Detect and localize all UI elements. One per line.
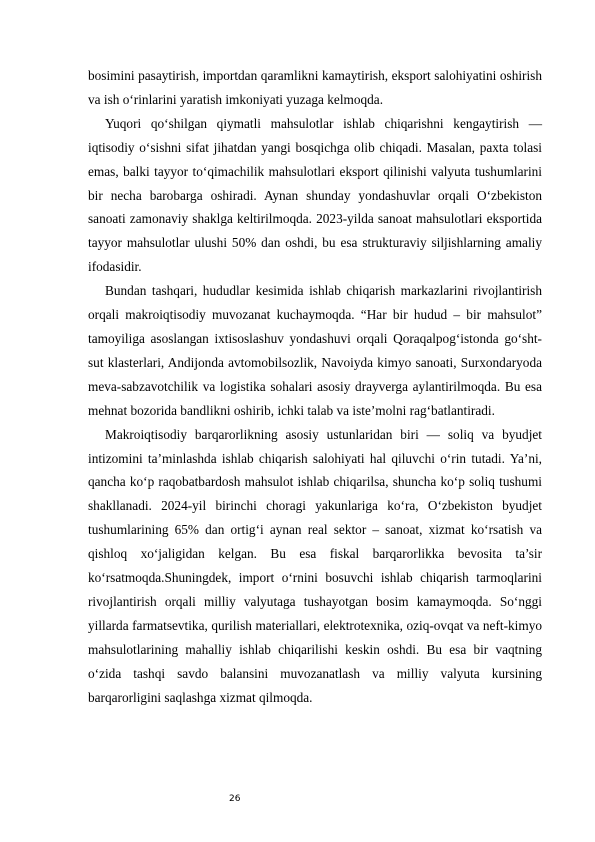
paragraph-regional-production: Bundan tashqari, hududlar kesimida ishlab chiqarish markazlarini rivojlantirish orqali makroiqtisodiy muvozanat kuchaymoqda. “Har bir hudud – bir mahsulot” tamoyiliga asoslangan ixtisoslashuv yondashuvi orqali Qoraqalpog‘istonda go‘sht-sut klasterlari, Andijonda avtomobilsozlik, Navoiyda kimyo sanoati, Surxondaryoda meva-sabzavotchilik va logistika sohalari asosiy drayverga aylantirilmoqda. Bu esa mehnat bozorida bandlikni oshirib, ichki talab va iste’molni rag‘batlantiradi.: [88, 283, 542, 418]
body-text: [88, 64, 542, 709]
paragraph-fiscal-stability: Makroiqtisodiy barqarorlikning asosiy ustunlaridan biri — soliq va byudjet intizomini ta’minlashda ishlab chiqarish salohiyati hal qiluvchi o‘rin tutadi. Ya’ni, qancha ko‘p raqobatbardosh mahsulot ishlab chiqarilsa, shuncha ko‘p soliq tushumi shakllanadi. 2024-yil birinchi choragi yakunlariga ko‘ra, O‘zbekiston byudjet tushumlarining 65% dan ortig‘i aynan real sektor – sanoat, xizmat ko‘rsatish va qishloq xo‘jaligidan kelgan. Bu esa fiskal barqarorlikka bevosita ta’sir ko‘rsatmoqda.Shuningdek, import o‘rnini bosuvchi ishlab chiqarish tarmoqlarini rivojlantirish orqali milliy valyutaga tushayotgan bosim kamaymoqda. So‘nggi yillarda farmatsevtika, qurilish materiallari, elektrotexnika, oziq-ovqat va neft-kimyo mahsulotlarining mahalliy ishlab chiqarilishi keskin oshdi. Bu esa bir vaqtning o‘zida tashqi savdo balansini muvozanatlash va milliy valyuta kursining barqarorligini saqlashga xizmat qilmoqda.: [88, 426, 542, 705]
paragraph-continuation: bosimini pasaytirish, importdan qaramlikni kamaytirish, eksport salohiyatini oshirish va ish o‘rinlarini yaratish imkoniyati yuzaga kelmoqda.: [88, 68, 542, 107]
page-number: 26: [229, 794, 241, 804]
paragraph-value-added-production: Yuqori qo‘shilgan qiymatli mahsulotlar ishlab chiqarishni kengaytirish — iqtisodiy o‘sishni sifat jihatdan yangi bosqichga olib chiqadi. Masalan, paxta tolasi emas, balki tayyor to‘qimachilik mahsulotlari eksport qilinishi valyuta tushumlarini bir necha barobarga oshiradi. Aynan shunday yondashuvlar orqali O‘zbekiston sanoati zamonaviy shaklga keltirilmoqda. 2023-yilda sanoat mahsulotlari eksportida tayyor mahsulotlar ulushi 50% dan oshdi, bu esa strukturaviy siljishlarning amaliy ifodasidir.: [88, 115, 542, 275]
